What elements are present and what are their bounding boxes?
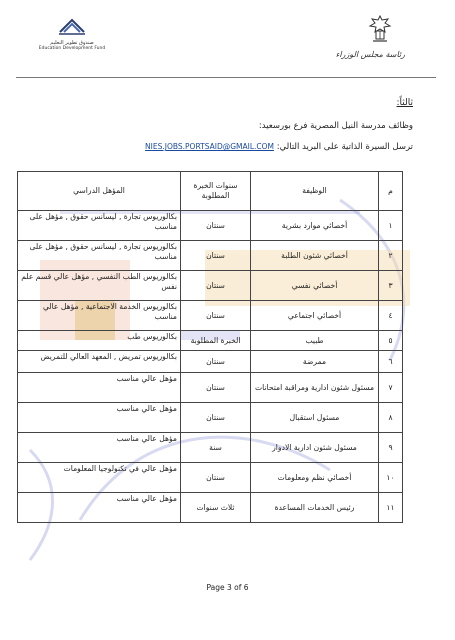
row-experience: الخبرة المطلوبة — [181, 331, 251, 351]
table-row — [18, 403, 403, 433]
row-experience: ثلاث سنوات — [181, 493, 251, 523]
email-instruction-line — [33, 142, 413, 152]
row-experience: سنتان — [181, 373, 251, 403]
header-experience: سنوات الخبرة المطلوبة — [181, 172, 251, 211]
row-experience: سنتان — [181, 301, 251, 331]
table-row — [18, 271, 403, 301]
book-logo-icon — [57, 14, 87, 36]
row-job: أخصائي موارد بشرية — [251, 211, 379, 241]
row-num: ٢ — [379, 241, 403, 271]
row-experience: سنة — [181, 433, 251, 463]
jobs-table — [17, 171, 403, 523]
page-header — [0, 0, 455, 90]
row-qualification: بكالوريوس تمريض , المعهد العالي للتمريض — [18, 351, 181, 373]
edf-logo — [34, 14, 110, 51]
email-prefix: ترسل السيرة الذاتية على البريد التالي: — [276, 142, 413, 152]
row-experience: سنتان — [181, 271, 251, 301]
row-experience: سنتان — [181, 241, 251, 271]
row-experience: سنتان — [181, 211, 251, 241]
row-num: ١١ — [379, 493, 403, 523]
row-job: مسئول شئون ادارية ومراقبة امتحانات — [251, 373, 379, 403]
row-num: ١ — [379, 211, 403, 241]
row-experience: سنتان — [181, 403, 251, 433]
table-row — [18, 211, 403, 241]
table-row — [18, 373, 403, 403]
row-num: ٣ — [379, 271, 403, 301]
table-row — [18, 351, 403, 373]
row-qualification: بكالوريوس الخدمة الاجتماعية , مؤهل عالي مناسب — [18, 301, 181, 331]
row-qualification: مؤهل عالي مناسب — [18, 493, 181, 523]
jobs-intro-line: وظائف مدرسة النيل المصرية فرع بورسعيد: — [258, 121, 413, 131]
row-qualification: بكالوريوس طب — [18, 331, 181, 351]
header-qualification: المؤهل الدراسي — [18, 172, 181, 211]
row-job: أخصائي شئون الطلبة — [251, 241, 379, 271]
row-num: ٥ — [379, 331, 403, 351]
row-job: رئيس الخدمات المساعدة — [251, 493, 379, 523]
table-row — [18, 331, 403, 351]
row-qualification: بكالوريوس الطب النفسي , مؤهل عالي قسم علم نفس — [18, 271, 181, 301]
header-num: م — [379, 172, 403, 211]
row-job: مسئول استقبال — [251, 403, 379, 433]
row-qualification: بكالوريوس تجارة , ليسانس حقوق , مؤهل على مناسب — [18, 241, 181, 271]
section-heading: ثالثاً: — [396, 98, 413, 108]
row-num: ٤ — [379, 301, 403, 331]
row-qualification: بكالوريوس تجارة , ليسانس حقوق , مؤهل على مناسب — [18, 211, 181, 241]
row-job: طبيب — [251, 331, 379, 351]
row-experience: سنتان — [181, 463, 251, 493]
table-row — [18, 463, 403, 493]
table-row — [18, 493, 403, 523]
row-num: ٧ — [379, 373, 403, 403]
eagle-emblem-icon — [366, 14, 394, 44]
page-number: Page 3 of 6 — [206, 583, 249, 592]
edf-caption-ar: صندوق تطوير التعليم — [50, 40, 94, 46]
row-num: ٦ — [379, 351, 403, 373]
row-qualification: مؤهل عالي مناسب — [18, 403, 181, 433]
row-job: أخصائي نظم ومعلومات — [251, 463, 379, 493]
row-qualification: مؤهل عالي مناسب — [18, 373, 181, 403]
row-experience: سنتان — [181, 351, 251, 373]
row-num: ٨ — [379, 403, 403, 433]
row-job: ممرضة — [251, 351, 379, 373]
table-row — [18, 241, 403, 271]
header-job: الوظيفة — [251, 172, 379, 211]
edf-caption-en: Education Development Fund — [38, 46, 106, 51]
row-qualification: مؤهل عالي مناسب — [18, 433, 181, 463]
header-divider — [16, 77, 436, 78]
row-num: ١٠ — [379, 463, 403, 493]
row-qualification: مؤهل عالي في تكنولوجيا المعلومات — [18, 463, 181, 493]
row-job: أخصائي اجتماعي — [251, 301, 379, 331]
row-job: مسئول شئون ادارية الادوار — [251, 433, 379, 463]
row-num: ٩ — [379, 433, 403, 463]
table-row — [18, 301, 403, 331]
table-row — [18, 433, 403, 463]
cabinet-caption: رئاسة مجلس الوزراء — [335, 50, 405, 59]
email-link[interactable]: NIES.JOBS.PORTSAID@GMAIL.COM — [145, 142, 275, 151]
table-header-row — [18, 172, 403, 211]
row-job: أخصائي نفسي — [251, 271, 379, 301]
cabinet-logo — [335, 14, 405, 59]
